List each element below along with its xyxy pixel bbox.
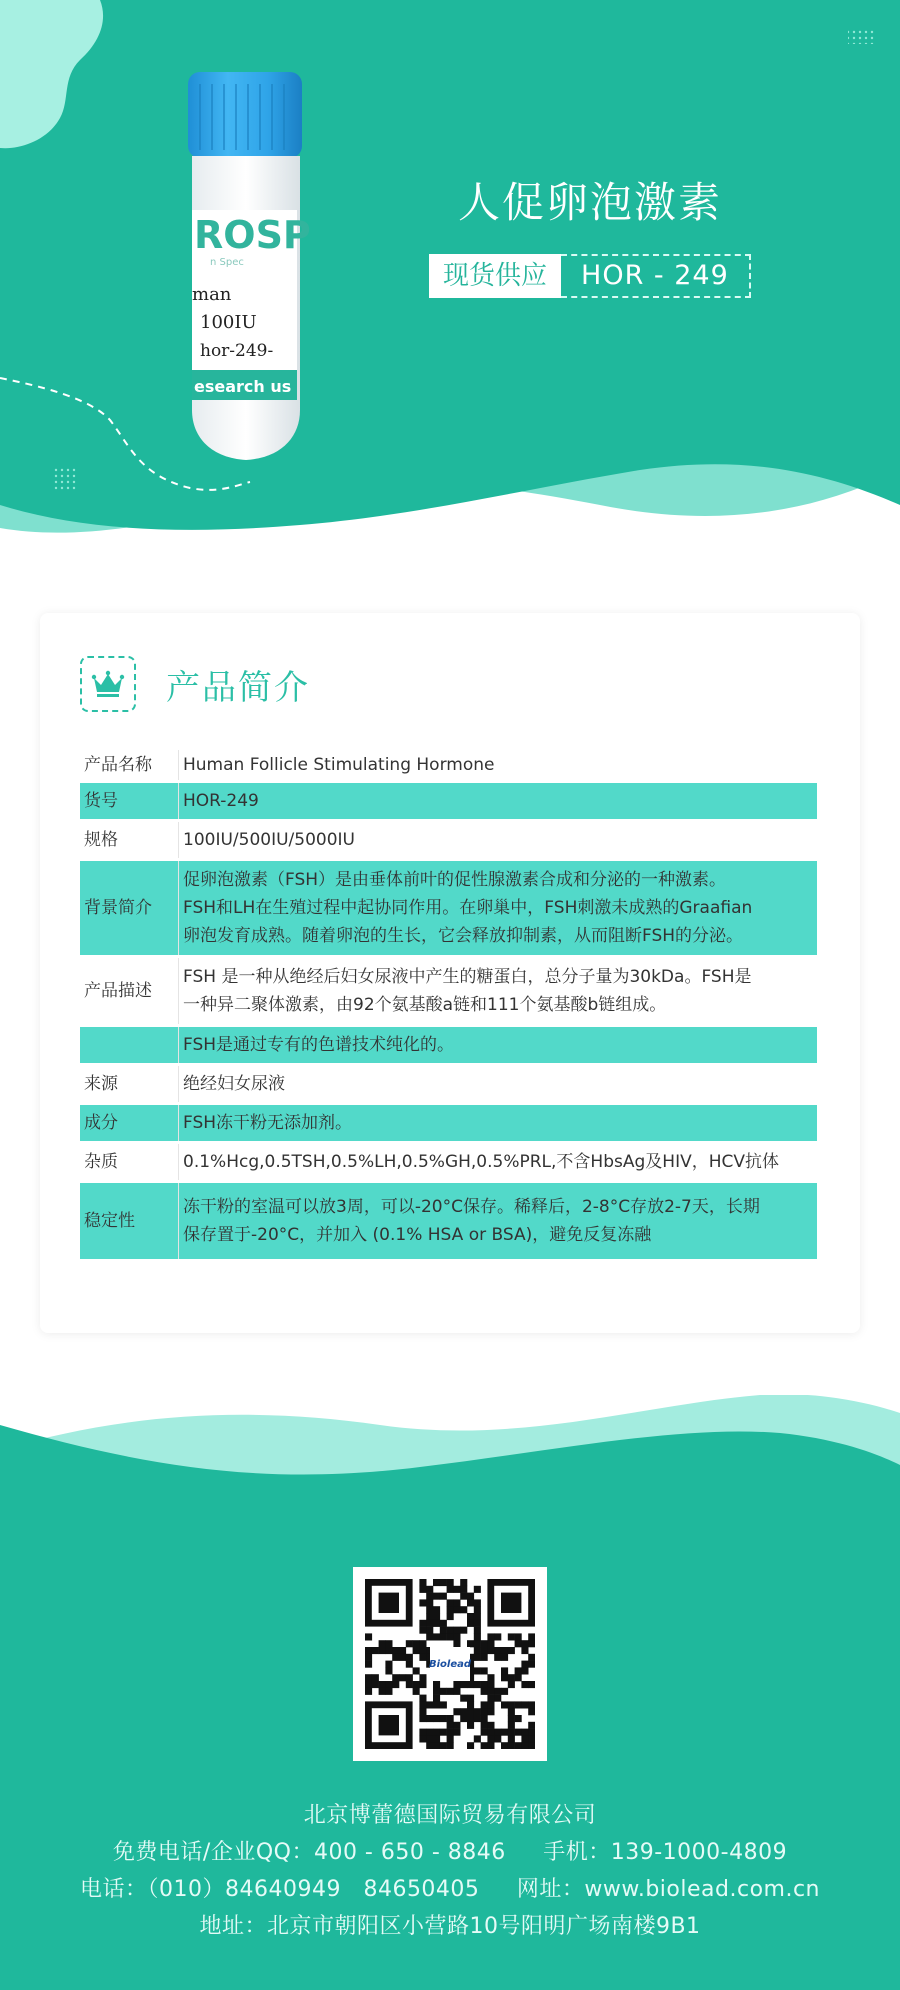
row-value-line: 绝经妇女尿液 bbox=[183, 1074, 285, 1094]
footer bbox=[0, 1395, 900, 1990]
row-value-line: 保存置于-20°C，并加入 (0.1% HSA or BSA)，避免反复冻融 bbox=[183, 1225, 652, 1245]
vial-brand-text: ROSP bbox=[194, 213, 311, 257]
qr-logo: Biolead bbox=[430, 1647, 470, 1681]
stock-badge: 现货供应 bbox=[429, 254, 561, 298]
stock-code-row bbox=[429, 254, 751, 298]
table-row bbox=[80, 861, 817, 955]
row-value bbox=[179, 1105, 817, 1141]
table-row bbox=[80, 783, 817, 819]
row-key: 产品名称 bbox=[80, 750, 179, 780]
row-key: 杂质 bbox=[80, 1144, 179, 1180]
vial-brand-sub-text: n Spec bbox=[210, 257, 244, 268]
card-title: 产品简介 bbox=[166, 667, 310, 708]
table-row bbox=[80, 750, 817, 780]
row-value bbox=[179, 1144, 817, 1180]
table-row bbox=[80, 1105, 817, 1141]
row-key: 稳定性 bbox=[80, 1183, 179, 1259]
vial-line-3: hor-249- bbox=[200, 341, 274, 361]
row-value-line: 一种异二聚体激素，由92个氨基酸a链和111个氨基酸b链组成。 bbox=[183, 995, 667, 1015]
table-row bbox=[80, 958, 817, 1024]
vial-footer-text: esearch us bbox=[194, 377, 292, 396]
row-key: 规格 bbox=[80, 822, 179, 858]
row-value-line: HOR-249 bbox=[183, 791, 259, 811]
table-row bbox=[80, 1183, 817, 1259]
row-value-line: 100IU/500IU/5000IU bbox=[183, 830, 355, 850]
row-key: 产品描述 bbox=[80, 958, 179, 1024]
address-line: 地址：北京市朝阳区小营路10号阳明广场南楼9B1 bbox=[199, 1914, 701, 1939]
row-key: 来源 bbox=[80, 1066, 179, 1102]
header-banner bbox=[0, 0, 900, 580]
tel-website-line: 电话：（010）84640949 84650405 网址：www.biolead.com.cn bbox=[80, 1877, 820, 1902]
row-value-line: 促卵泡激素（FSH）是由垂体前叶的促性腺激素合成和分泌的一种激素。 bbox=[183, 870, 727, 890]
phone-line: 免费电话/企业QQ：400 - 650 - 8846 手机：139-1000-4809 bbox=[112, 1840, 788, 1865]
product-intro-card bbox=[40, 613, 860, 1333]
row-value bbox=[179, 1183, 817, 1259]
row-value bbox=[179, 958, 817, 1024]
table-row bbox=[80, 1066, 817, 1102]
row-key bbox=[80, 1027, 179, 1063]
card-header bbox=[80, 653, 310, 715]
row-value bbox=[179, 783, 817, 819]
row-value-line: 卵泡发育成熟。随着卵泡的生长，它会释放抑制素，从而阻断FSH的分泌。 bbox=[183, 926, 744, 946]
row-value-line: FSH和LH在生殖过程中起协同作用。在卵巢中，FSH刺激未成熟的Graafian bbox=[183, 898, 753, 918]
row-value bbox=[179, 1027, 817, 1063]
row-value-line: FSH 是一种从绝经后妇女尿液中产生的糖蛋白，总分子量为30kDa。FSH是 bbox=[183, 967, 752, 987]
table-row bbox=[80, 822, 817, 858]
table-row bbox=[80, 1027, 817, 1063]
row-key: 背景简介 bbox=[80, 861, 179, 955]
product-title: 人促卵泡激素 bbox=[457, 178, 722, 227]
row-key: 成分 bbox=[80, 1105, 179, 1141]
table-row bbox=[80, 1144, 817, 1180]
row-value-line: FSH冻干粉无添加剂。 bbox=[183, 1113, 353, 1133]
vial-line-1: man bbox=[192, 284, 232, 305]
product-code: HOR - 249 bbox=[561, 254, 751, 298]
company-name: 北京博蕾德国际贸易有限公司 bbox=[303, 1803, 597, 1828]
row-value-line: 冻干粉的室温可以放3周，可以-20°C保存。稀释后，2-8°C存放2-7天，长期 bbox=[183, 1197, 760, 1217]
row-value-line: FSH是通过专有的色谱技术纯化的。 bbox=[183, 1035, 455, 1055]
row-value bbox=[179, 861, 817, 955]
row-value-line: 0.1%Hcg,0.5TSH,0.5%LH,0.5%GH,0.5%PRL,不含HbsAg及HIV，HCV抗体 bbox=[183, 1152, 779, 1172]
vial-line-2: 100IU bbox=[200, 312, 257, 333]
row-value-line: Human Follicle Stimulating Hormone bbox=[183, 755, 495, 775]
product-vial-image bbox=[176, 70, 316, 470]
row-key: 货号 bbox=[80, 783, 179, 819]
row-value bbox=[179, 750, 817, 780]
qr-code bbox=[353, 1567, 547, 1761]
crown-icon bbox=[80, 656, 136, 712]
row-value bbox=[179, 1066, 817, 1102]
row-value bbox=[179, 822, 817, 858]
product-info-table bbox=[80, 747, 817, 1262]
